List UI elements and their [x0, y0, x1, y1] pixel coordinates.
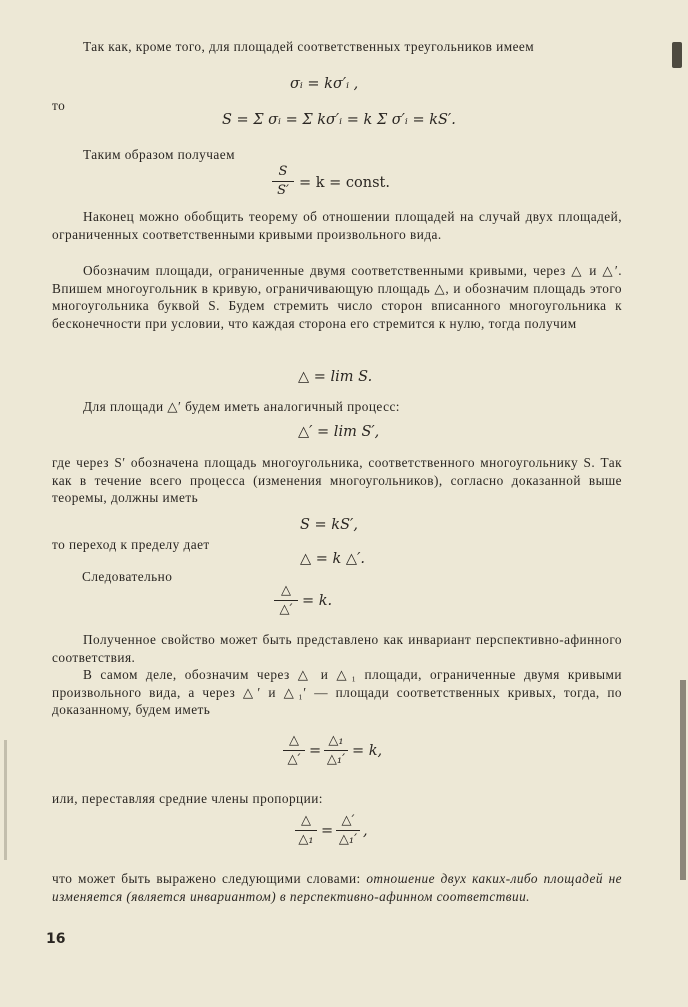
formula-ratio-delta-tail: = k. — [302, 593, 333, 609]
fraction-numerator: △′ — [341, 813, 355, 828]
fraction-denominator: △₁ — [298, 832, 314, 847]
formula-swapped-left — [295, 813, 317, 848]
right-edge-mark — [672, 42, 682, 68]
fraction-bar — [336, 830, 360, 831]
formula-lim-delta: △ = lim S. — [298, 369, 373, 385]
label-to: то — [52, 98, 66, 113]
formula-sum: S = Σ σᵢ = Σ kσ′ᵢ = k Σ σ′ᵢ = kS′. — [222, 112, 456, 128]
paragraph-polygon: где через S′ обозначена площадь многоугольника, соответственного многоугольнику S. Так как в течение всего процесса (изменения многоугольников), согласно доказанной выше теоремы, должны иметь — [52, 455, 622, 505]
formula-s-ks: S = kS′, — [300, 517, 358, 533]
formula-proportion-left — [283, 733, 305, 768]
paragraph-conclusion — [52, 870, 622, 905]
formula-swapped-right — [336, 813, 360, 848]
conclusion-italic: отношение двух каких-либо площадей не изменяется (является инвариантом) в перспективно-афинном соответствии. — [52, 871, 622, 904]
left-edge-shadow — [4, 740, 7, 860]
fraction-bar — [283, 750, 305, 751]
formula-sigma: σᵢ = kσ′ᵢ , — [290, 76, 359, 92]
formula-ratio-delta — [274, 583, 298, 618]
fraction-denominator: △′ — [279, 602, 293, 617]
fraction-numerator: △ — [281, 583, 291, 598]
fraction-numerator: △ — [301, 813, 311, 828]
fraction-denominator: △′ — [287, 752, 301, 767]
fraction-numerator: △ — [289, 733, 299, 748]
fraction-bar — [274, 600, 298, 601]
paragraph-swap-terms: или, переставляя средние члены пропорции: — [52, 791, 323, 806]
formula-proportion-right — [324, 733, 348, 768]
fraction-denominator: △₁′ — [326, 752, 346, 767]
book-page: Так как, кроме того, для площадей соответственных треугольников имеем σᵢ = kσ′ᵢ , то S = Σ σᵢ = Σ kσ′ᵢ = k Σ σ′ᵢ = kS′. Таким образом получаем S S′ = k = const. Наконец можно обобщить теорему об отношении площадей на случай двух площадей, ограниченных соответственными кривыми произвольного вида. Обозначим площади, ограниченные двумя соответственными кривыми, через △ и △′. Впишем многоугольник в кривую, ограничивающую площадь △, и обозначим площадь этого многоугольника буквой S. Будем стремить число сторон вписанного многоугольника к бесконечности при условии, что каждая сторона его стремится к нулю, тогда получим △ = lim S. Для площади △′ будем иметь аналогичный процесс: △′ = lim S′, где через S′ обозначена площадь многоугольника, соответственного многоугольнику S. Так как в течение всего процесса (изменения многоугольников), согласно доказанной выше теоремы, должны иметь S = kS′, то переход к пределу дает △ = k △′. Следовательно △ △′ = k. Полученное свойство может быть представлено как инвариант перспективно-афинного соответствия. В самом деле, обозначим через △ и △₁ площади, ограниченные двумя кривыми произвольного вида, а через △′ и △₁′ — площади соответственных кривых, тогда, по доказанному, будем иметь △ △′ = △₁ △₁′ = k, или, переставляя средние члены пропорции: △ △₁ = △′ △₁′ , что может быть выражено следующими словами: отношение двух каких-либо площадей не изменяется (является инвариантом) в перспективно-афинном соответствии. 16 — [0, 0, 688, 1007]
paragraph-denote: Обозначим площади, ограниченные двумя соответственными кривыми, через △ и △′. Впишем многоугольник в кривую, ограничивающую площадь △, и обозначим площадь этого многоугольника буквой S. Будем стремить число сторон вписанного многоугольника к бесконечности при условии, что каждая сторона его стремится к нулю, тогда получим — [52, 263, 622, 331]
formula-delta-kdelta: △ = k △′. — [300, 551, 365, 567]
fraction-numerator: △₁ — [328, 733, 344, 748]
paragraph-intro: Так как, кроме того, для площадей соответственных треугольников имеем — [83, 39, 535, 54]
formula-ratio-s — [272, 164, 294, 199]
right-edge-shadow — [680, 680, 686, 880]
fraction-denominator: △₁′ — [338, 832, 358, 847]
paragraph-analogous: Для площади △′ будем иметь аналогичный процесс: — [83, 399, 400, 414]
label-therefore: Следовательно — [82, 569, 173, 584]
page-number: 16 — [46, 931, 66, 947]
fraction-bar — [295, 830, 317, 831]
formula-proportion-tail: = k, — [352, 743, 383, 759]
paragraph-generalize: Наконец можно обобщить теорему об отношении площадей на случай двух площадей, ограниченных соответственными кривыми произвольного вида. — [52, 209, 622, 242]
fraction-bar — [324, 750, 348, 751]
fraction-bar — [272, 181, 294, 182]
fraction-numerator: S — [278, 164, 288, 179]
formula-ratio-tail: = k = const. — [299, 175, 390, 191]
conclusion-plain: что может быть выражено следующими словами: — [52, 871, 367, 886]
formula-swapped-tail: , — [363, 823, 368, 839]
paragraph-thus: Таким образом получаем — [83, 147, 235, 162]
formula-lim-delta-prime: △′ = lim S′, — [298, 424, 380, 440]
fraction-denominator: S′ — [277, 183, 289, 198]
paragraph-invariant: Полученное свойство может быть представлено как инвариант перспективно-афинного соответствия. — [52, 632, 622, 665]
paragraph-proof: В самом деле, обозначим через △ и △₁ площади, ограниченные двумя кривыми произвольного вида, а через △′ и △₁′ — площади соответственных кривых, тогда, по доказанному, будем иметь — [52, 667, 622, 717]
label-limit-transition: то переход к пределу дает — [52, 537, 210, 552]
